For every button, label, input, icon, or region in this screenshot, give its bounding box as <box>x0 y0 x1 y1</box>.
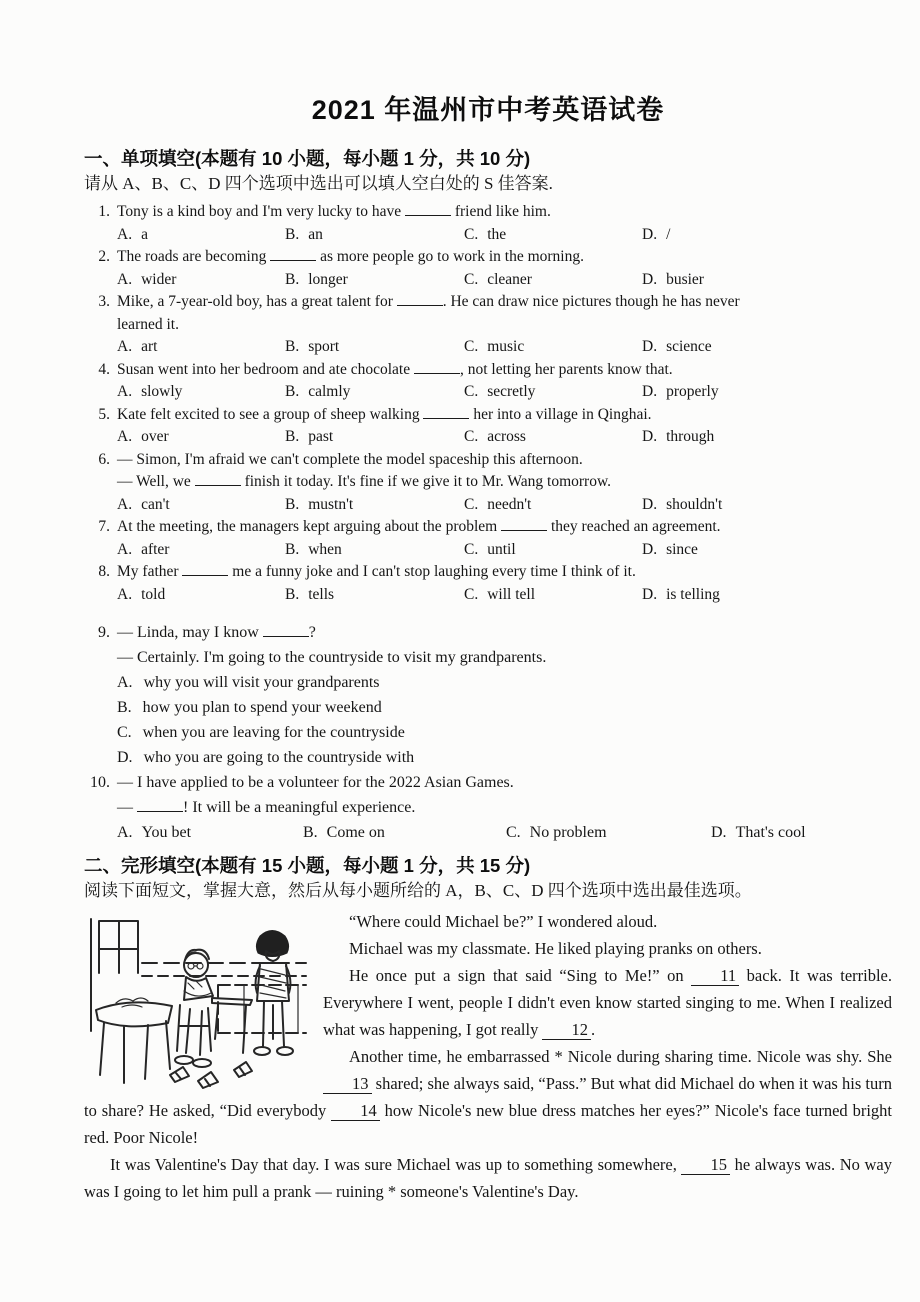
option <box>464 381 642 404</box>
option-label: A. <box>117 338 133 355</box>
answer-blank <box>263 624 309 637</box>
option-text: properly <box>666 383 719 400</box>
option-label: D. <box>642 270 658 288</box>
option-label: B. <box>285 338 300 355</box>
option-text: why you will visit your grandparents <box>143 674 380 691</box>
options-row <box>117 224 892 247</box>
option-text: who you are going to the countryside with <box>143 749 415 766</box>
option-text: across <box>487 428 526 445</box>
numbered-blank: 14 <box>331 1102 380 1121</box>
question-number: 2. <box>98 248 110 265</box>
option-text: how you plan to spend your weekend <box>142 699 382 716</box>
option-label: D. <box>642 585 658 603</box>
option-text: secretly <box>487 383 536 400</box>
question <box>84 449 892 517</box>
question <box>84 620 892 770</box>
option-label: A. <box>117 824 133 841</box>
option-label: B. <box>117 699 132 716</box>
option <box>117 745 892 770</box>
option-label: C. <box>464 428 479 445</box>
answer-blank <box>137 799 183 812</box>
option <box>285 539 464 562</box>
option <box>464 539 642 562</box>
option-label: A. <box>117 540 133 558</box>
cloze-section <box>84 908 892 1205</box>
option-text: is telling <box>666 585 720 603</box>
options-row <box>117 494 892 517</box>
option-text: until <box>487 540 516 558</box>
question-stem-line: My father me a funny joke and I can't stop laughing every time I think of it. <box>117 563 636 580</box>
question <box>84 516 892 561</box>
option <box>506 820 711 845</box>
option <box>117 584 285 607</box>
section2-heading: 二、完形填空(本题有 15 小题，每小题 1 分，共 15 分) <box>84 855 531 876</box>
answer-blank <box>423 406 469 419</box>
option-text: shouldn't <box>666 495 723 513</box>
passage-paragraph: Another time, he embarrassed * Nicole during sharing time. Nicole was shy. She 13 shared; she always said, “Pass.” But what did Michael do when it was his turn to share? He asked, “Did everybody 14 how Nicole's new blue dress matches her eyes?” Nicole's face turned bright red. Poor Nicole! <box>84 1047 892 1147</box>
question-stem-line: Mike, a 7-year-old boy, has a great talent for . He can draw nice pictures though he has never <box>117 293 740 310</box>
option <box>117 381 285 404</box>
option <box>642 584 892 607</box>
answer-blank <box>414 361 460 374</box>
question-number: 9. <box>98 624 110 641</box>
option <box>642 494 892 517</box>
answer-blank <box>270 248 316 261</box>
question-number: 3. <box>98 293 110 310</box>
passage-paragraph: It was Valentine's Day that day. I was sure Michael was up to something somewhere, 15 he always was. No way was I going to let him pull a prank — ruining * someone's Valentine's Day. <box>84 1155 892 1201</box>
option-label: D. <box>642 225 658 243</box>
option <box>642 539 892 562</box>
option <box>642 269 892 292</box>
option-text: through <box>666 428 715 445</box>
question-number: 8. <box>98 563 110 580</box>
option-text: past <box>308 428 334 445</box>
option <box>303 820 506 845</box>
question-number: 7. <box>98 518 110 535</box>
option-label: A. <box>117 225 133 243</box>
option-label: C. <box>464 383 479 400</box>
options-row <box>117 381 892 404</box>
question-number: 10. <box>90 774 110 791</box>
option-label: C. <box>117 724 132 741</box>
numbered-blank: 11 <box>691 967 739 986</box>
option-text: busier <box>666 270 704 288</box>
option <box>117 539 285 562</box>
option-label: B. <box>285 428 300 445</box>
option-text: can't <box>141 495 170 513</box>
option <box>117 720 892 745</box>
option-label: A. <box>117 428 133 445</box>
answer-blank <box>182 563 228 576</box>
question-stem-line: Susan went into her bedroom and ate chocolate , not letting her parents know that. <box>117 360 673 378</box>
classroom-illustration <box>84 913 310 1097</box>
option <box>642 426 892 449</box>
option-text: wider <box>141 270 177 288</box>
option-label: D. <box>642 540 658 558</box>
option <box>464 584 642 607</box>
option <box>117 695 892 720</box>
question-stem-line: — ! It will be a meaningful experience. <box>117 799 416 816</box>
option <box>464 336 642 359</box>
option <box>464 224 642 247</box>
option-label: C. <box>506 824 521 841</box>
option-text: a <box>141 225 148 243</box>
question-stem-line: — I have applied to be a volunteer for the 2022 Asian Games. <box>117 774 514 791</box>
section1-instruction: 请从 A、B、C、D 四个选项中选出可以填人空白处的 S 佳答案. <box>84 174 553 193</box>
numbered-blank: 13 <box>323 1075 372 1094</box>
options-row <box>117 269 892 292</box>
option <box>117 336 285 359</box>
question-stem-line: — Well, we finish it today. It's fine if we give it to Mr. Wang tomorrow. <box>117 473 612 490</box>
options-row <box>117 336 892 359</box>
option-text: calmly <box>308 383 351 400</box>
question-number: 6. <box>98 450 110 468</box>
question <box>84 201 892 246</box>
option-label: B. <box>285 495 300 513</box>
option <box>464 269 642 292</box>
question <box>84 359 892 404</box>
option-label: D. <box>642 383 658 400</box>
option <box>642 336 892 359</box>
option <box>285 584 464 607</box>
option <box>117 670 892 695</box>
option-text: slowly <box>141 383 183 400</box>
option-label: C. <box>464 338 479 355</box>
options-row <box>117 539 892 562</box>
table <box>96 998 172 1083</box>
question-stem-line: — Linda, may I know ? <box>117 624 316 641</box>
option-label: C. <box>464 495 479 513</box>
option-label: A. <box>117 495 133 513</box>
sitting-boy <box>175 950 252 1067</box>
question-number: 5. <box>98 405 110 423</box>
option <box>464 426 642 449</box>
question-stem-line: The roads are becoming as more people go to work in the morning. <box>117 248 584 265</box>
option-label: B. <box>285 225 300 243</box>
options-row <box>117 426 892 449</box>
page-title: 2021 年温州市中考英语试卷 <box>311 95 665 125</box>
option-text: Come on <box>326 824 385 841</box>
option-label: A. <box>117 585 133 603</box>
option-text: mustn't <box>308 495 354 513</box>
question-stem-line: learned it. <box>117 315 179 333</box>
question <box>84 404 892 449</box>
passage-paragraph: “Where could Michael be?” I wondered aloud. <box>349 912 658 931</box>
option <box>285 336 464 359</box>
question-stem-line: Tony is a kind boy and I'm very lucky to have friend like him. <box>117 203 551 220</box>
option-label: B. <box>285 270 300 288</box>
option-label: A. <box>117 383 133 400</box>
numbered-blank: 12 <box>542 1021 591 1040</box>
section1-heading: 一、单项填空(本题有 10 小题，每小题 1 分，共 10 分) <box>84 148 531 169</box>
option-label: B. <box>303 824 318 841</box>
question <box>84 770 892 845</box>
option-label: D. <box>642 495 658 513</box>
option-label: C. <box>464 540 479 558</box>
option-text: will tell <box>487 585 536 603</box>
option-text: since <box>666 540 698 558</box>
option <box>117 224 285 247</box>
option <box>117 269 285 292</box>
option <box>285 426 464 449</box>
option <box>117 494 285 517</box>
options-row <box>117 820 892 845</box>
option-text: after <box>141 540 170 558</box>
option-label: D. <box>117 749 133 766</box>
question-number: 1. <box>98 203 110 220</box>
option-text: needn't <box>487 495 532 513</box>
option <box>285 224 464 247</box>
question-stem-line: — Simon, I'm afraid we can't complete the model spaceship this afternoon. <box>117 450 583 468</box>
option-text: That's cool <box>735 824 806 841</box>
question-list <box>84 201 892 845</box>
numbered-blank: 15 <box>681 1156 730 1175</box>
option <box>711 820 892 845</box>
option-text: art <box>141 338 158 355</box>
option <box>285 269 464 292</box>
answer-blank <box>195 473 241 486</box>
option-text: tells <box>308 585 335 603</box>
section2-instruction: 阅读下面短文，掌握大意，然后从每小题所给的 A，B、C、D 四个选项中选出最佳选项。 <box>84 881 752 900</box>
option-text: over <box>141 428 169 445</box>
option-text: cleaner <box>487 270 532 288</box>
option-label: D. <box>642 338 658 355</box>
option-text: music <box>487 338 525 355</box>
option <box>464 494 642 517</box>
paper-notes <box>170 1062 252 1088</box>
passage-paragraph: He once put a sign that said “Sing to Me!” on 11 back. It was terrible. Everywhere I went, people I didn't even know started singing to me. When I realized what was happening, I got really 12 . <box>323 966 892 1039</box>
question <box>84 291 892 359</box>
option-text: sport <box>308 338 340 355</box>
answer-blank <box>397 293 443 306</box>
answer-blank <box>405 203 451 216</box>
passage-paragraph: Michael was my classmate. He liked playing pranks on others. <box>349 939 762 958</box>
option <box>117 820 303 845</box>
option <box>642 381 892 404</box>
question-stem-line: — Certainly. I'm going to the countryside to visit my grandparents. <box>117 649 547 666</box>
question-stem-line: At the meeting, the managers kept arguing about the problem they reached an agreement. <box>117 518 721 535</box>
question-stem-line: Kate felt excited to see a group of sheep walking her into a village in Qinghai. <box>117 405 652 423</box>
option-label: A. <box>117 270 133 288</box>
options-row <box>117 584 892 607</box>
option-label: B. <box>285 383 300 400</box>
option-text: when you are leaving for the countryside <box>142 724 405 741</box>
option-text: told <box>141 585 166 603</box>
option <box>285 381 464 404</box>
answer-blank <box>501 518 547 531</box>
option-label: A. <box>117 674 133 691</box>
option-text: No problem <box>529 824 607 841</box>
option <box>117 426 285 449</box>
question-number: 4. <box>98 360 110 378</box>
standing-child <box>254 931 293 1056</box>
question <box>84 561 892 606</box>
option-label: C. <box>464 585 479 603</box>
option-text: the <box>487 225 507 243</box>
question <box>84 246 892 291</box>
option <box>642 224 892 247</box>
option-text: science <box>666 338 712 355</box>
option-label: C. <box>464 270 479 288</box>
option-text: You bet <box>141 824 192 841</box>
option-label: B. <box>285 540 300 558</box>
option-text: / <box>666 225 671 243</box>
option-text: an <box>308 225 323 243</box>
option-text: longer <box>308 270 348 288</box>
option-label: C. <box>464 225 479 243</box>
option-label: B. <box>285 585 300 603</box>
option-text: when <box>308 540 342 558</box>
option <box>285 494 464 517</box>
option-label: D. <box>711 824 727 841</box>
option-label: D. <box>642 428 658 445</box>
